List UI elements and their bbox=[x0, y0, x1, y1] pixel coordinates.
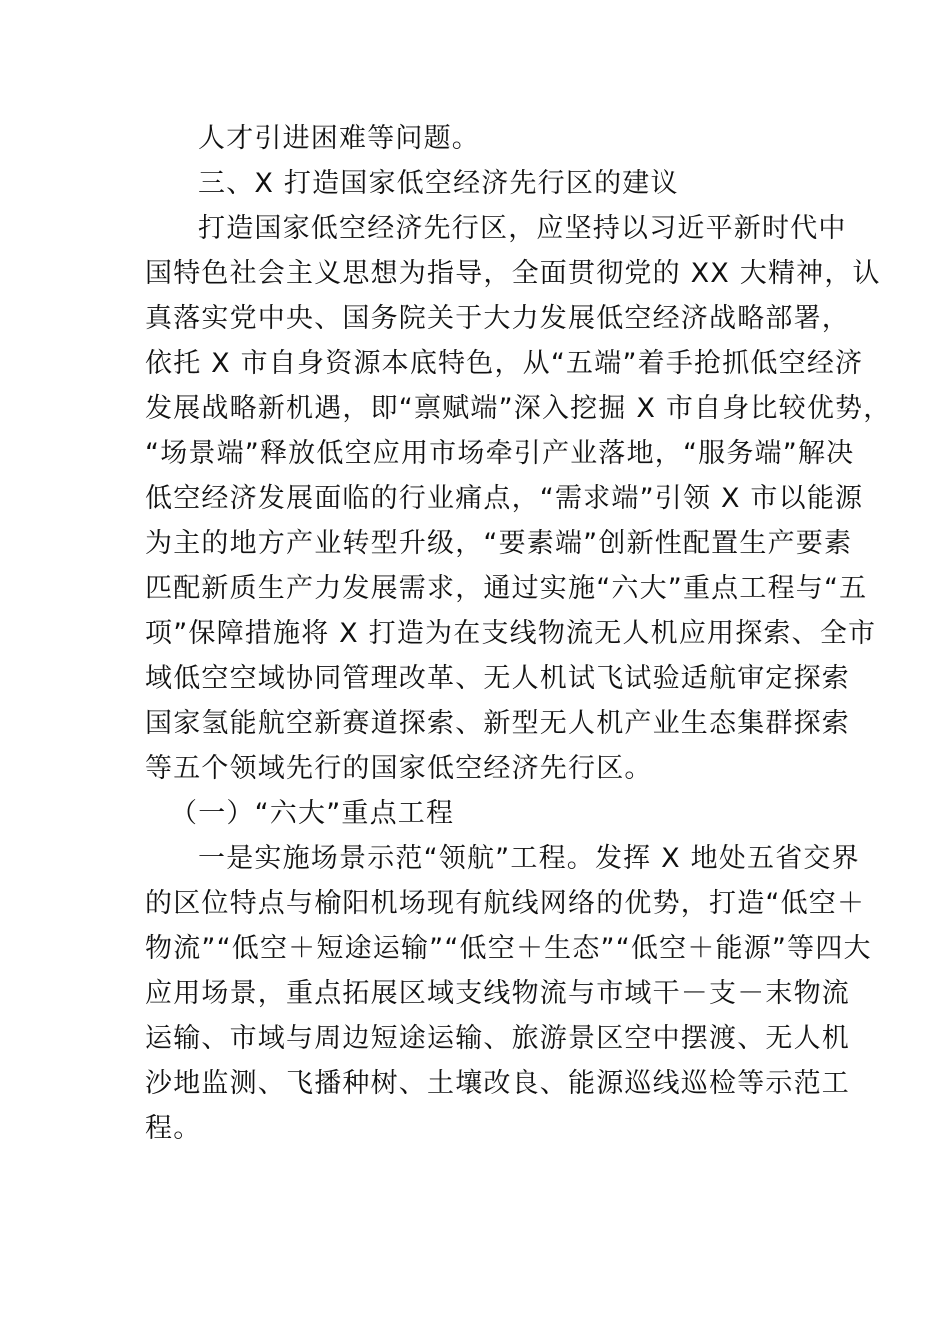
paragraph-line: 低空经济发展面临的行业痛点，“需求端”引领 X 市以能源 bbox=[145, 483, 864, 514]
paragraph-line: 真落实党中央、国务院关于大力发展低空经济战略部署， bbox=[145, 303, 850, 334]
paragraph-line: 为主的地方产业转型升级，“要素端”创新性配置生产要素 bbox=[145, 528, 853, 559]
paragraph-line: 沙地监测、飞播种树、土壤改良、能源巡线巡检等示范工 bbox=[145, 1068, 850, 1099]
paragraph-line: 项”保障措施将 X 打造为在支线物流无人机应用探索、全市 bbox=[145, 618, 877, 649]
subsection-heading: （一）“六大”重点工程 bbox=[170, 798, 455, 829]
paragraph-line: 发展战略新机遇，即“禀赋端”深入挖掘 X 市自身比较优势， bbox=[145, 393, 892, 424]
paragraph-line: 人才引进困难等问题。 bbox=[198, 123, 480, 154]
paragraph-line: 的区位特点与榆阳机场现有航线网络的优势，打造“低空＋ bbox=[145, 888, 866, 919]
paragraph-line: 域低空空域协同管理改革、无人机试飞试验适航审定探索 bbox=[145, 663, 850, 694]
paragraph-line: 打造国家低空经济先行区，应坚持以习近平新时代中 bbox=[198, 213, 847, 244]
paragraph-line: 依托 X 市自身资源本底特色，从“五端”着手抢抓低空经济 bbox=[145, 348, 864, 379]
paragraph-line: 应用场景，重点拓展区域支线物流与市域干－支－末物流 bbox=[145, 978, 850, 1009]
paragraph-line: 一是实施场景示范“领航”工程。发挥 X 地处五省交界 bbox=[198, 843, 860, 874]
paragraph-line: 国家氢能航空新赛道探索、新型无人机产业生态集群探索 bbox=[145, 708, 850, 739]
paragraph-line: 运输、市域与周边短途运输、旅游景区空中摆渡、无人机 bbox=[145, 1023, 850, 1054]
paragraph-line: 程。 bbox=[145, 1113, 202, 1144]
paragraph-line: 物流”“低空＋短途运输”“低空＋生态”“低空＋能源”等四大 bbox=[145, 933, 872, 964]
paragraph-line: 等五个领域先行的国家低空经济先行区。 bbox=[145, 753, 653, 784]
section-heading: 三、X 打造国家低空经济先行区的建议 bbox=[198, 168, 679, 199]
paragraph-line: “场景端”释放低空应用市场牵引产业落地，“服务端”解决 bbox=[145, 438, 855, 469]
paragraph-line: 匹配新质生产力发展需求，通过实施“六大”重点工程与“五 bbox=[145, 573, 868, 604]
paragraph-line: 国特色社会主义思想为指导，全面贯彻党的 XX 大精神，认 bbox=[145, 258, 881, 289]
